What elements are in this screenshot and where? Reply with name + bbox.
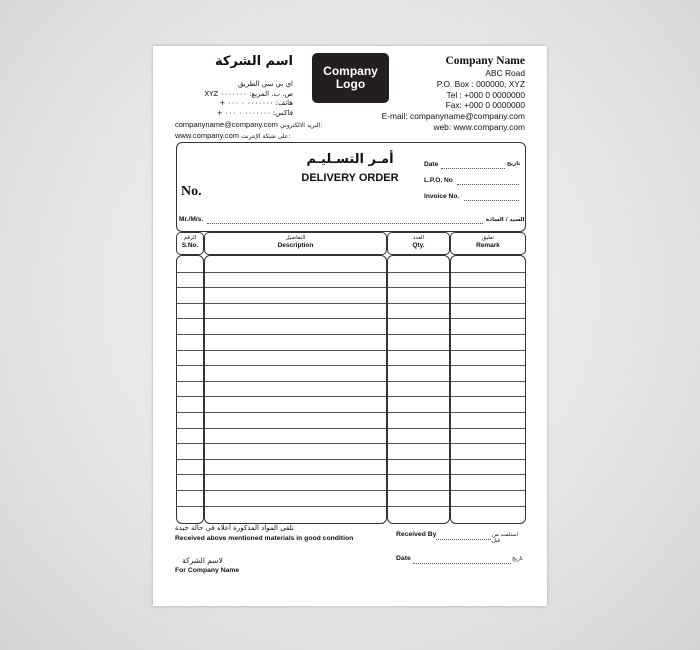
ruled-line: [451, 443, 525, 444]
ruled-line: [205, 506, 386, 507]
address-line: ص. ب. المربع: ٠٠٠٠٠٠٠ XYZ: [204, 89, 293, 98]
ruled-line: [177, 490, 203, 491]
company-name: Company Name: [445, 55, 525, 67]
ruled-line: [388, 318, 449, 319]
date-field[interactable]: [441, 168, 505, 169]
column-header-label: Qty.: [412, 242, 425, 249]
ruled-line: [451, 365, 525, 366]
column-body-sno[interactable]: [176, 255, 204, 524]
ruled-line: [451, 412, 525, 413]
ruled-line: [451, 318, 525, 319]
address-line: P.O. Box : 000000, XYZ: [436, 78, 525, 89]
ruled-line: [451, 334, 525, 335]
ruled-line: [177, 412, 203, 413]
column-header-label: S.No.: [181, 242, 199, 249]
ruled-line: [205, 272, 386, 273]
company-label-arabic: لاسم الشركة: [182, 556, 223, 565]
ruled-line: [205, 474, 386, 475]
ruled-line: [451, 350, 525, 351]
phone-line: Tel : +000 0 0000000: [446, 89, 525, 100]
ruled-line: [451, 490, 525, 491]
ruled-line: [177, 443, 203, 444]
ruled-line: [388, 287, 449, 288]
ruled-line: [451, 396, 525, 397]
logo-text-line2: Logo: [335, 77, 366, 91]
address-line: ABC Road: [485, 68, 525, 78]
ruled-line: [205, 459, 386, 460]
received-by-label: Received By: [396, 531, 437, 538]
ruled-line: [205, 443, 386, 444]
column-header-arabic: تعليق: [481, 235, 495, 241]
ruled-line: [177, 459, 203, 460]
ruled-line: [388, 365, 449, 366]
ruled-line: [177, 396, 203, 397]
company-name-arabic: اسم الشركة: [214, 54, 293, 69]
company-logo: [312, 53, 389, 103]
column-header-arabic: العدد: [412, 235, 425, 241]
ruled-line: [205, 396, 386, 397]
customer-name-field[interactable]: [207, 223, 483, 224]
ruled-line: [388, 474, 449, 475]
ruled-line: [388, 396, 449, 397]
order-title: DELIVERY ORDER: [301, 172, 399, 184]
ruled-line: [205, 350, 386, 351]
order-title-arabic: أمـر التسـليـم: [306, 152, 394, 167]
column-header-remark: [450, 232, 526, 255]
column-header-label: Description: [277, 242, 314, 249]
email-line: E-mail: companyname@company.com: [381, 111, 525, 122]
ruled-line: [177, 318, 203, 319]
ruled-line: [388, 272, 449, 273]
received-by-label-arabic: استلمت من قبل: [492, 532, 519, 544]
invoice-label: Invoice No.: [424, 193, 460, 200]
address-line: فاكس: ٠٠٠٠٠٠٠ ٠ ٠٠٠ +: [216, 108, 293, 117]
ruled-line: [388, 334, 449, 335]
ruled-line: [177, 334, 203, 335]
for-company-label: For Company Name: [175, 567, 240, 574]
ruled-line: [388, 459, 449, 460]
date-label: Date: [424, 161, 439, 168]
ruled-line: [388, 303, 449, 304]
ruled-line: [177, 272, 203, 273]
ruled-line: [451, 459, 525, 460]
column-body-description[interactable]: [204, 255, 387, 524]
ruled-line: [205, 365, 386, 366]
ruled-line: [205, 381, 386, 382]
order-header-box: [176, 142, 526, 232]
lpo-field[interactable]: [457, 184, 519, 185]
ruled-line: [177, 365, 203, 366]
fax-line: Fax: +000 0 0000000: [445, 100, 525, 111]
invoice-field[interactable]: [464, 200, 519, 201]
ruled-line: [177, 428, 203, 429]
web-line: web: www.company.com: [433, 121, 525, 132]
ruled-line: [177, 303, 203, 304]
ruled-line: [451, 303, 525, 304]
delivery-order-sheet: [153, 46, 547, 606]
company-address-arabic: [173, 80, 293, 118]
ruled-line: [451, 272, 525, 273]
ruled-line: [205, 287, 386, 288]
footer-date-field[interactable]: [413, 563, 511, 564]
company-info-right: [382, 54, 525, 133]
ruled-line: [388, 443, 449, 444]
order-number-label: No.: [181, 184, 202, 199]
column-body-remark[interactable]: [450, 255, 526, 524]
mrms-label-arabic: السيد / السادة: [486, 217, 525, 223]
web-left: www.company.com: [175, 131, 240, 140]
address-line: اي بي سي الطريق: [237, 80, 293, 88]
column-header-qty: [387, 232, 450, 255]
ruled-line: [451, 381, 525, 382]
ruled-line: [205, 412, 386, 413]
column-header-description: [204, 232, 387, 255]
received-statement-arabic: تلقى المواد المذكورة أعلاه في حالة جيدة: [175, 524, 294, 532]
email-left: companyname@company.com: [175, 120, 278, 129]
column-header-sno: [176, 232, 204, 255]
web-label-arabic: على شبكة الإنترنت:: [241, 133, 291, 140]
ruled-line: [177, 381, 203, 382]
ruled-line: [177, 350, 203, 351]
column-header-arabic: الرقم: [183, 235, 197, 241]
ruled-line: [205, 334, 386, 335]
lpo-label: L.P.O. No: [424, 177, 453, 184]
column-header-arabic: التفاصيل: [285, 235, 306, 241]
ruled-line: [205, 303, 386, 304]
ruled-line: [451, 506, 525, 507]
ruled-line: [388, 490, 449, 491]
company-contact-left: [175, 120, 322, 142]
ruled-line: [451, 428, 525, 429]
address-line: هاتف: ٠٠٠٠٠٠٠ ٠ ٠٠٠ +: [219, 99, 293, 108]
ruled-line: [388, 506, 449, 507]
ruled-line: [177, 474, 203, 475]
ruled-line: [205, 428, 386, 429]
column-body-qty[interactable]: [387, 255, 450, 524]
received-by-field[interactable]: [436, 539, 491, 540]
footer-date-label: Date: [396, 555, 411, 562]
ruled-line: [451, 474, 525, 475]
ruled-line: [388, 381, 449, 382]
column-header-label: Remark: [476, 242, 500, 249]
logo-text-line1: Company: [323, 64, 378, 78]
ruled-line: [451, 287, 525, 288]
email-label-arabic: البريد الالكتروني:: [280, 122, 323, 129]
ruled-line: [388, 428, 449, 429]
ruled-line: [177, 506, 203, 507]
received-statement: Received above mentioned materials in good condition: [175, 535, 354, 542]
ruled-line: [177, 287, 203, 288]
ruled-line: [388, 412, 449, 413]
date-label-arabic: تاريخ: [507, 161, 521, 167]
ruled-line: [205, 318, 386, 319]
ruled-line: [388, 350, 449, 351]
ruled-line: [205, 490, 386, 491]
footer-date-label-arabic: تاريخ: [512, 556, 523, 562]
mrms-label: Mr./M/s.: [179, 216, 204, 223]
